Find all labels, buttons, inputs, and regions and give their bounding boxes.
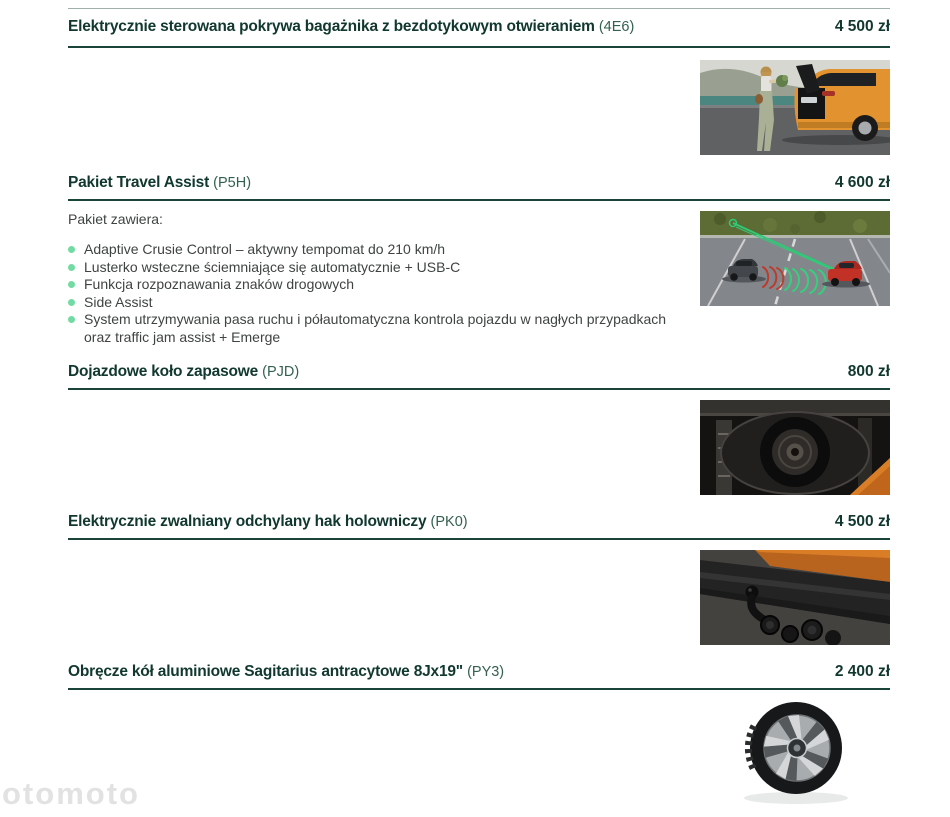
option-row <box>68 662 890 682</box>
option-title <box>68 662 504 682</box>
option-price: 4 500 zł <box>834 513 890 530</box>
section-divider <box>68 688 890 690</box>
spare-wheel-photo <box>700 400 890 495</box>
option-title-text: Obręcze kół aluminiowe Sagitarius antracytowe 8Jx19" <box>68 663 463 680</box>
option-title-text: Elektrycznie sterowana pokrywa bagażnika z bezdotykowym otwieraniem <box>68 18 595 35</box>
bullet-dot-icon <box>68 264 75 271</box>
option-title-text: Elektrycznie zwalniany odchylany hak holowniczy <box>68 513 427 530</box>
feature-text: Funkcja rozpoznawania znaków drogowych <box>84 276 355 292</box>
list-item <box>68 276 688 294</box>
option-price: 4 500 zł <box>834 18 890 35</box>
package-contents <box>68 209 688 346</box>
package-feature-list <box>68 241 688 346</box>
section-divider <box>68 538 890 540</box>
package-contents-label: Pakiet zawiera: <box>68 211 163 227</box>
option-title-text: Pakiet Travel Assist <box>68 174 210 191</box>
option-title-text: Dojazdowe koło zapasowe <box>68 363 259 380</box>
option-title <box>68 173 251 193</box>
feature-text: Side Assist <box>84 293 153 310</box>
option-row <box>68 362 890 382</box>
option-price: 4 600 zł <box>834 174 890 191</box>
section-divider <box>68 199 890 201</box>
section-divider <box>68 46 890 48</box>
list-item <box>68 311 688 346</box>
option-code: (4E6) <box>598 19 635 35</box>
option-title <box>68 17 634 37</box>
tow-hook-photo <box>700 550 890 645</box>
list-item <box>68 241 688 259</box>
option-title <box>68 512 468 532</box>
option-price: 800 zł <box>847 363 890 380</box>
bullet-dot-icon <box>68 316 75 323</box>
list-item <box>68 259 688 277</box>
list-item <box>68 294 688 312</box>
bullet-dot-icon <box>68 246 75 253</box>
alloy-wheel-photo <box>700 696 890 811</box>
travel-assist-photo <box>700 211 890 306</box>
feature-text: System utrzymywania pasa ruchu i półautomatyczna kontrola pojazdu w nagłych przypadkach oraz traffic jam assist + Emerge <box>84 311 667 345</box>
option-code: (PY3) <box>467 664 505 680</box>
option-row <box>68 512 890 532</box>
option-code: (PJD) <box>262 364 300 380</box>
option-row <box>68 173 890 193</box>
section-divider <box>68 388 890 390</box>
section-divider <box>68 8 890 9</box>
watermark: otomoto <box>2 776 140 811</box>
powered-tailgate-photo <box>700 60 890 155</box>
option-code: (P5H) <box>213 175 252 191</box>
feature-text: Lusterko wsteczne ściemniające się automatycznie + USB-C <box>84 258 461 275</box>
bullet-dot-icon <box>68 299 75 306</box>
feature-text: Adaptive Crusie Control – aktywny tempomat do 210 km/h <box>84 241 446 257</box>
option-title <box>68 362 299 382</box>
bullet-dot-icon <box>68 281 75 288</box>
option-price: 2 400 zł <box>834 663 890 680</box>
package-details <box>68 209 890 346</box>
option-row <box>68 17 890 37</box>
option-code: (PK0) <box>430 514 468 530</box>
